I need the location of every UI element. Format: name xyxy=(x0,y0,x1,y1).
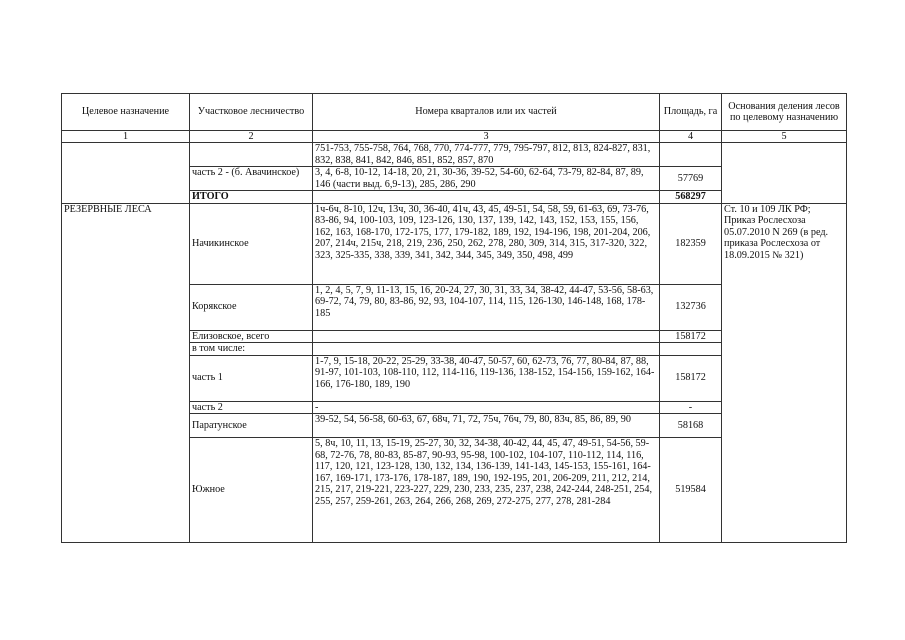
district-cell: Южное xyxy=(190,438,313,543)
basis-cell-empty xyxy=(722,143,847,204)
header-purpose: Целевое назначение xyxy=(62,94,190,131)
purpose-cell-empty xyxy=(62,143,190,204)
area-cell: - xyxy=(660,401,722,414)
quarters-cell: 5, 8ч, 10, 11, 13, 15-19, 25-27, 30, 32, 34-38, 40-42, 44, 45, 47, 49-51, 54-56, 59-68, 72-76, 78, 80-83, 85-87, 90-93, 95-98, 100-102, 104-107, 110-112, 114, 116, 117, 120, 121, 123-128, 130, 132, 134, 136-139, 141-143, 145-153, 155-161, 164-167, 169-171, 173-176, 178-187, 189, 190, 192-195, 201, 206-209, 211, 212, 214, 215, 217, 219-221, 223-227, 229, 230, 233, 235, 237, 238, 242-244, 248-251, 254, 255, 257, 259-261, 263, 264, 266, 268, 269, 272-275, 277, 278, 281-284 xyxy=(313,438,660,543)
quarters-cell: 1, 2, 4, 5, 7, 9, 11-13, 15, 16, 20-24, 27, 30, 31, 33, 34, 38-42, 44-47, 53-56, 58-63, 69-72, 74, 79, 80, 83-86, 92, 93, 104-107, 114, 115, 126-130, 146-148, 168, 178-185 xyxy=(313,284,660,330)
quarters-cell: 1ч-6ч, 8-10, 12ч, 13ч, 30, 36-40, 41ч, 43, 45, 49-51, 54, 58, 59, 61-63, 69, 73-76, 83-86, 94, 100-103, 109, 123-126, 130, 137, 139, 142, 143, 152, 153, 155, 156, 162, 163, 168-170, 172-175, 177, 179-182, 189, 192, 194-196, 198, 201-204, 206, 207, 214ч, 215ч, 218, 219, 236, 250, 262, 278, 280, 309, 314, 315, 317-320, 322, 323, 325-335, 338, 339, 341, 342, 344, 345, 349, 350, 498, 499 xyxy=(313,203,660,284)
area-cell: 58168 xyxy=(660,414,722,438)
total-label: ИТОГО xyxy=(190,191,313,204)
quarters-cell-empty xyxy=(313,330,660,343)
quarters-cell: 1-7, 9, 15-18, 20-22, 25-29, 33-38, 40-47, 50-57, 60, 62-73, 76, 77, 80-84, 87, 88, 91-97, 101-103, 108-110, 112, 114-116, 119-136, 138-152, 154-156, 159-162, 164-166, 176-180, 189, 190 xyxy=(313,355,660,401)
header-area: Площадь, га xyxy=(660,94,722,131)
district-cell: Начикинское xyxy=(190,203,313,284)
column-number-row xyxy=(62,131,847,143)
district-cell: часть 1 xyxy=(190,355,313,401)
area-cell-empty xyxy=(660,143,722,167)
district-cell-empty xyxy=(190,143,313,167)
area-cell: 182359 xyxy=(660,203,722,284)
header-row xyxy=(62,94,847,131)
header-quarters: Номера кварталов или их частей xyxy=(313,94,660,131)
area-cell: 57769 xyxy=(660,167,722,191)
header-district: Участковое лесничество xyxy=(190,94,313,131)
table-row xyxy=(62,203,847,284)
col-number: 4 xyxy=(660,131,722,143)
district-cell: часть 2 - (б. Авачинское) xyxy=(190,167,313,191)
area-cell: 132736 xyxy=(660,284,722,330)
purpose-cell: РЕЗЕРВНЫЕ ЛЕСА xyxy=(62,203,190,543)
quarters-cell: 751-753, 755-758, 764, 768, 770, 774-777, 779, 795-797, 812, 813, 824-827, 831, 832, 838, 841, 842, 846, 851, 852, 857, 870 xyxy=(313,143,660,167)
header-basis: Основания деления лесов по целевому назначению xyxy=(722,94,847,131)
area-cell: 158172 xyxy=(660,330,722,343)
col-number: 2 xyxy=(190,131,313,143)
quarters-cell: 39-52, 54, 56-58, 60-63, 67, 68ч, 71, 72, 75ч, 76ч, 79, 80, 83ч, 85, 86, 89, 90 xyxy=(313,414,660,438)
district-cell: Паратунское xyxy=(190,414,313,438)
col-number: 1 xyxy=(62,131,190,143)
forest-table xyxy=(61,93,847,543)
district-cell: Корякское xyxy=(190,284,313,330)
area-cell: 158172 xyxy=(660,355,722,401)
quarters-cell: - xyxy=(313,401,660,414)
area-cell: 519584 xyxy=(660,438,722,543)
district-cell: в том числе: xyxy=(190,343,313,356)
quarters-cell-empty xyxy=(313,191,660,204)
col-number: 5 xyxy=(722,131,847,143)
table-row xyxy=(62,143,847,167)
district-cell: Елизовское, всего xyxy=(190,330,313,343)
col-number: 3 xyxy=(313,131,660,143)
total-area: 568297 xyxy=(660,191,722,204)
quarters-cell: 3, 4, 6-8, 10-12, 14-18, 20, 21, 30-36, 39-52, 54-60, 62-64, 73-79, 82-84, 87, 89, 146 (части выд. 6,9-13), 285, 286, 290 xyxy=(313,167,660,191)
quarters-cell-empty xyxy=(313,343,660,356)
basis-cell: Ст. 10 и 109 ЛК РФ; Приказ Рослесхоза 05.07.2010 N 269 (в ред. приказа Рослесхоза от 18.09.2015 № 321) xyxy=(722,203,847,543)
area-cell-empty xyxy=(660,343,722,356)
district-cell: часть 2 xyxy=(190,401,313,414)
